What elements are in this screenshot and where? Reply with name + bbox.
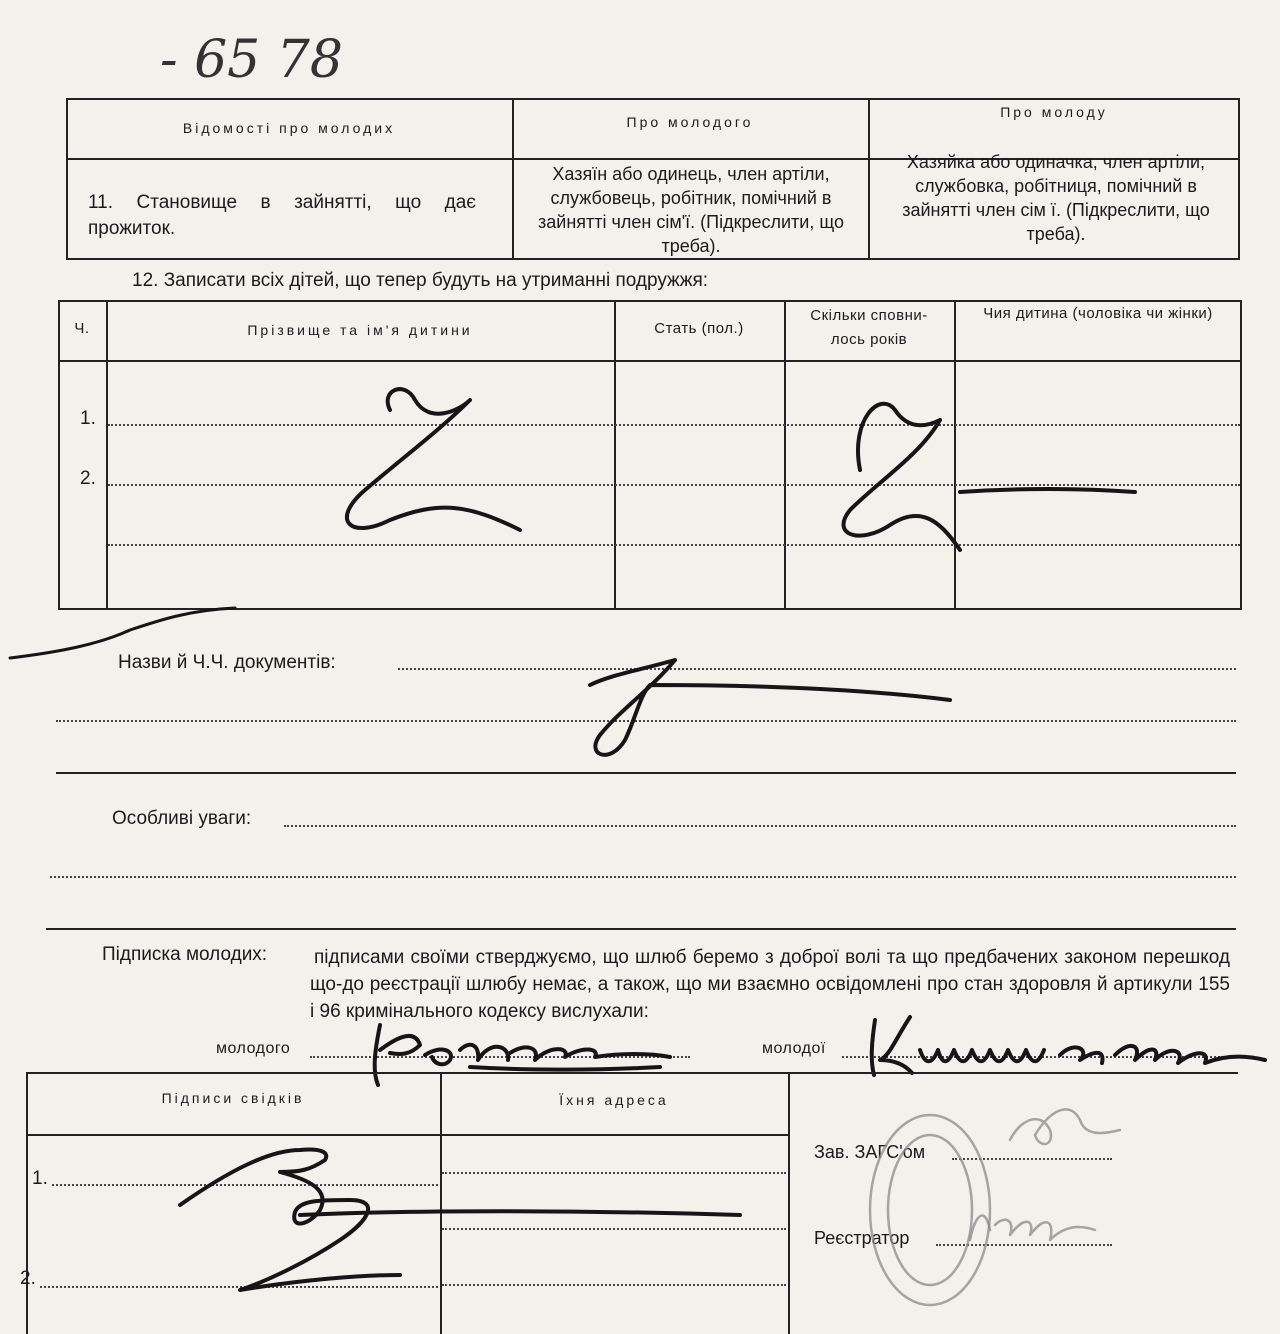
row11-bride: Хазяйка або одиначка, член артіли, службовка, робітниця, помічний в зайнятті член сім ї. (Підкреслити, що треба).	[902, 152, 1210, 244]
remarks-label: Особливі уваги:	[112, 808, 252, 829]
child-row-1-number: 1.	[80, 408, 96, 429]
registry-head-signature	[990, 1080, 1190, 1170]
header-bride: Про молоду	[1000, 104, 1108, 120]
witness-row-1-number: 1.	[32, 1168, 48, 1189]
children-table	[58, 300, 1242, 610]
header-witness-signatures: Підписи свідків	[161, 1090, 305, 1106]
strike-mark-documents	[580, 640, 980, 770]
header-witness-address: Їхня адреса	[559, 1092, 669, 1108]
header-info: Відомості про молодих	[182, 120, 396, 136]
declaration-text: підписами своїми стверджуємо, що шлюб беремо з доброї волі та що предбачених законом перешкод що-до реєстрації шлюбу немає, а також, що ми взаємно освідомлені про стан здоровля й артикули 155 і 96 кримінального кодексу вислухали:	[310, 947, 1230, 1022]
header-groom: Про молодого	[626, 114, 754, 130]
bride-signature-label: молодої	[762, 1040, 826, 1057]
children-caption: 12. Записати всіх дітей, що тепер будуть на утриманні подружжя:	[132, 270, 709, 291]
witness-row-2-number: 2.	[20, 1268, 36, 1289]
col-whose: Чия дитина (чоловіка чи жінки)	[983, 305, 1213, 322]
col-number: Ч.	[74, 320, 90, 337]
col-sex: Стать (пол.)	[654, 320, 744, 337]
office-stamp	[840, 1090, 1020, 1310]
child-row-2-number: 2.	[80, 468, 96, 489]
groom-signature-label: молодого	[216, 1040, 291, 1057]
strike-mark-witnesses	[160, 1130, 760, 1320]
documents-label: Назви й Ч.Ч. документів:	[118, 652, 336, 673]
registry-head-label: Зав. ЗАГС'ом	[814, 1142, 926, 1162]
row11-label: 11. Становище в зайнятті, що дає прожиток.	[88, 192, 476, 239]
archive-number: - 65 78	[160, 30, 343, 90]
col-age: Скільки сповни-лось років	[810, 307, 928, 348]
registrar-label: Реєстратор	[814, 1228, 910, 1248]
col-child-name: Прізвище та ім'я дитини	[247, 322, 473, 338]
row11-groom: Хазяїн або одинець, член артіли, службовець, робітник, помічний в зайнятті член сім'ї. (Підкреслити, що треба).	[538, 164, 844, 256]
declaration-label: Підписка молодих:	[102, 944, 268, 965]
